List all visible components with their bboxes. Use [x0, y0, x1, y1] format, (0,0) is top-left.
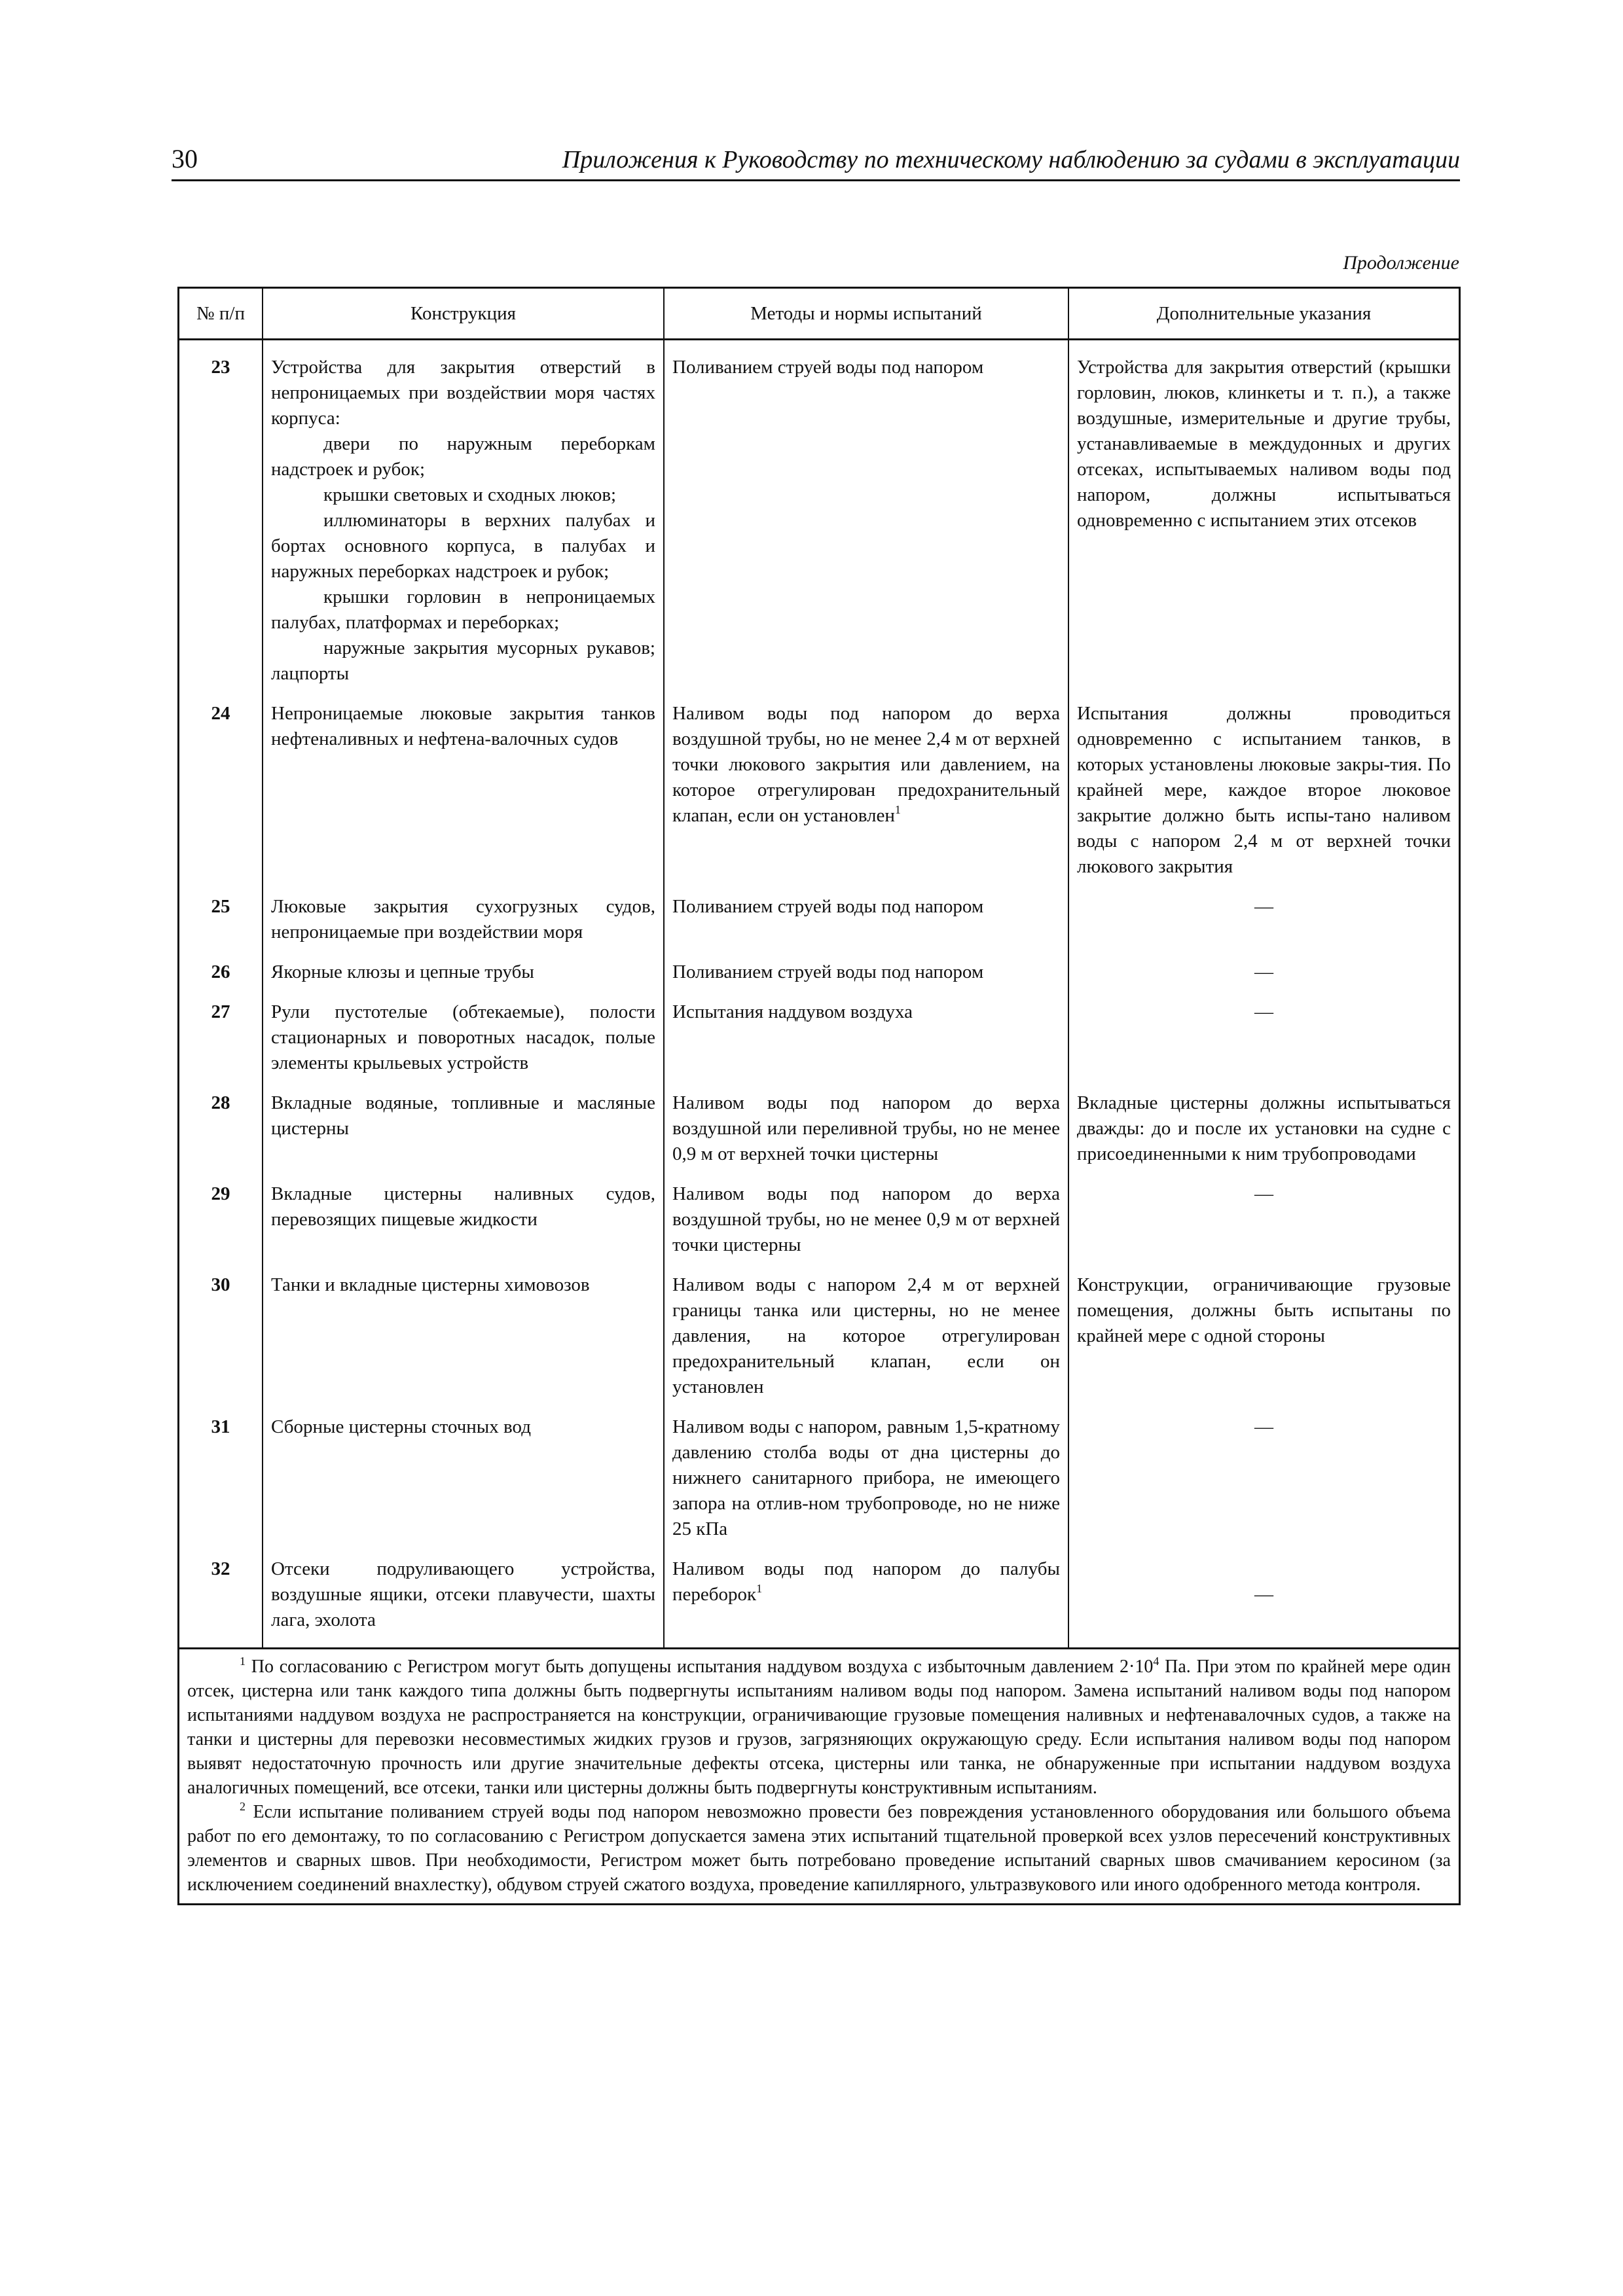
construction-cell: Якорные клюзы и цепные трубы	[263, 960, 664, 985]
row-number: 28	[211, 1092, 230, 1113]
methods-text: Наливом воды под напором до верха воздушной трубы, но не менее 2,4 м от верхней точки люкового закрытия или давлением, на которое отрегулирован предохранительный клапан, если он установлен	[672, 703, 1060, 826]
methods-cell: Наливом воды с напором, равным 1,5-кратному давлению столба воды от дна цистерны до нижнего санитарного прибора, не имеющего запора на отлив-ном трубопроводе, но не ниже 25 кПа	[664, 1414, 1068, 1542]
continued-label: Продолжение	[1343, 252, 1459, 274]
row-number: 25	[211, 896, 230, 917]
table-row	[179, 1090, 1459, 1167]
page-header	[172, 145, 1460, 181]
notes-cell: Конструкции, ограничивающие грузовые помещения, должны быть испытаны по крайней мере с одной стороны	[1068, 1272, 1459, 1400]
methods-cell: Поливанием струей воды под напором	[664, 894, 1068, 945]
footnote-text: Па. При этом по крайней мере один отсек, цистерна или танк каждого типа должны быть подвергнуты испытаниям наливом воды под напором. Замена испытаний наливом воды под напором испытаниями наддувом воздуха не распространяется на конструкции, ограничивающие грузовые помещения наливных и нефтенавалочных судов, а также на танки и цистерны для перевозки несовместимых жидких грузов и грузов, загрязняющих окружающую среду. Если испытания наливом воды под напором выявят недостаточную прочность или другие значительные дефекты отсека, цистерны или танка, не обнаруженные при испытании наддувом воздуха аналогичных помещений, все отсеки, танки или цистерны должны быть подвергнуты конструктивным испытаниям.	[187, 1657, 1451, 1798]
page-number: 30	[172, 144, 198, 173]
footnote-text: Если испытание поливанием струей воды под напором невозможно провести без повреждения установленного оборудования или большого объема работ по его демонтажу, то по согласованию с Регистром допускается замена этих испытаний тщательной проверкой всех узлов пересечений конструктивных элементов и сварных швов. При необходимости, Регистром может быть потребовано проведение испытаний сварных швов смачиванием керосином (за исключением соединений внахлестку), обдувом струей сжатого воздуха, проведение капиллярного, ультразвукового или иного одобренного метода контроля.	[187, 1802, 1451, 1895]
methods-cell: Поливанием струей воды под напором	[664, 355, 1068, 687]
notes-cell: Испытания должны проводиться одновременно с испытанием танков, в которых установлены люковые закры-тия. По крайней мере, каждое второе люковое закрытие должно быть испы-тано наливом воды с напором 2,4 м от верхней точки люкового закрытия	[1068, 701, 1459, 880]
notes-cell: Устройства для закрытия отверстий (крышки горловин, люков, клинкеты и т. п.), а также воздушные, измерительные и другие трубы, устанавливаемые в междудонных и других отсеках, испытываемых наливом воды под напором, должны испытываться одновременно с испытанием этих отсеков	[1068, 355, 1459, 687]
notes-cell: —	[1068, 1556, 1459, 1633]
table-header-row	[179, 289, 1459, 340]
notes-cell: Вкладные цистерны должны испытываться дважды: до и после их установки на судне с присоединенными к ним трубопроводами	[1068, 1090, 1459, 1167]
construction-item: крышки горловин в непроницаемых палубах, платформах и переборках;	[271, 586, 655, 633]
footnote-mark: 1	[240, 1655, 246, 1668]
row-number: 32	[211, 1558, 230, 1579]
column-header-construction: Конструкция	[263, 289, 664, 340]
footnote-ref: 1	[756, 1582, 763, 1595]
methods-cell: Наливом воды под напором до верха воздушной трубы, но не менее 0,9 м от верхней точки цистерны	[664, 1181, 1068, 1258]
methods-cell	[664, 701, 1068, 880]
construction-cell: Вкладные цистерны наливных судов, перевозящих пищевые жидкости	[263, 1181, 664, 1258]
construction-cell: Танки и вкладные цистерны химовозов	[263, 1272, 664, 1400]
footnote-2	[187, 1800, 1451, 1897]
row-number: 27	[211, 1001, 230, 1022]
construction-cell: Люковые закрытия сухогрузных судов, непроницаемые при воздействии моря	[263, 894, 664, 945]
notes-cell: —	[1068, 999, 1459, 1076]
notes-cell: —	[1068, 1414, 1459, 1542]
row-number: 24	[211, 703, 230, 724]
construction-cell	[263, 355, 664, 687]
table-row	[179, 1414, 1459, 1542]
row-number: 26	[211, 961, 230, 982]
table-row	[179, 355, 1459, 687]
footnote-exponent: 4	[1153, 1655, 1159, 1668]
table-row	[179, 1556, 1459, 1633]
footnote-mark: 2	[240, 1800, 246, 1813]
construction-text: Устройства для закрытия отверстий в непроницаемых при воздействии моря частях корпуса:	[271, 357, 655, 429]
construction-cell: Рули пустотелые (обтекаемые), полости стационарных и поворотных насадок, полые элементы крыльевых устройств	[263, 999, 664, 1076]
table-row	[179, 1272, 1459, 1400]
table-row	[179, 1181, 1459, 1258]
footnotes	[179, 1647, 1459, 1903]
footnote-1	[187, 1655, 1451, 1800]
running-title: Приложения к Руководству по техническому наблюдению за судами в эксплуатации	[562, 146, 1460, 173]
table-row	[179, 701, 1459, 880]
row-number: 29	[211, 1183, 230, 1204]
column-header-methods: Методы и нормы испытаний	[664, 289, 1068, 340]
methods-text: Наливом воды под напором до палубы переборок	[672, 1558, 1060, 1605]
notes-cell: —	[1068, 960, 1459, 985]
construction-cell: Непроницаемые люковые закрытия танков нефтеналивных и нефтена-валочных судов	[263, 701, 664, 880]
notes-cell: —	[1068, 1181, 1459, 1258]
row-number: 31	[211, 1416, 230, 1437]
row-number: 30	[211, 1274, 230, 1295]
table-row	[179, 894, 1459, 945]
methods-cell: Поливанием струей воды под напором	[664, 960, 1068, 985]
footnote-ref: 1	[894, 803, 901, 816]
table-row	[179, 999, 1459, 1076]
table-row	[179, 960, 1459, 985]
notes-cell: —	[1068, 894, 1459, 945]
construction-cell: Сборные цистерны сточных вод	[263, 1414, 664, 1542]
construction-item: иллюминаторы в верхних палубах и бортах основного корпуса, в палубах и наружных переборках надстроек и рубок;	[271, 510, 655, 582]
methods-cell: Наливом воды под напором до верха воздушной или переливной трубы, но не менее 0,9 м от верхней точки цистерны	[664, 1090, 1068, 1167]
construction-item: крышки световых и сходных люков;	[323, 484, 617, 505]
methods-cell: Наливом воды с напором 2,4 м от верхней границы танка или цистерны, но не менее давления, на которое отрегулирован предохранительный клапан, если он установлен	[664, 1272, 1068, 1400]
tests-table	[177, 287, 1461, 1905]
methods-cell	[664, 1556, 1068, 1633]
methods-cell: Испытания наддувом воздуха	[664, 999, 1068, 1076]
construction-cell: Отсеки подруливающего устройства, воздушные ящики, отсеки плавучести, шахты лага, эхолота	[263, 1556, 664, 1633]
row-number: 23	[211, 357, 230, 378]
construction-cell: Вкладные водяные, топливные и масляные цистерны	[263, 1090, 664, 1167]
construction-item: двери по наружным переборкам надстроек и рубок;	[271, 433, 655, 480]
construction-item: наружные закрытия мусорных рукавов; лацпорты	[271, 637, 655, 684]
column-header-num: № п/п	[179, 289, 263, 340]
column-header-notes: Дополнительные указания	[1068, 289, 1459, 340]
footnote-text: По согласованию с Регистром могут быть допущены испытания наддувом воздуха с избыточным давлением 2·10	[251, 1657, 1154, 1677]
